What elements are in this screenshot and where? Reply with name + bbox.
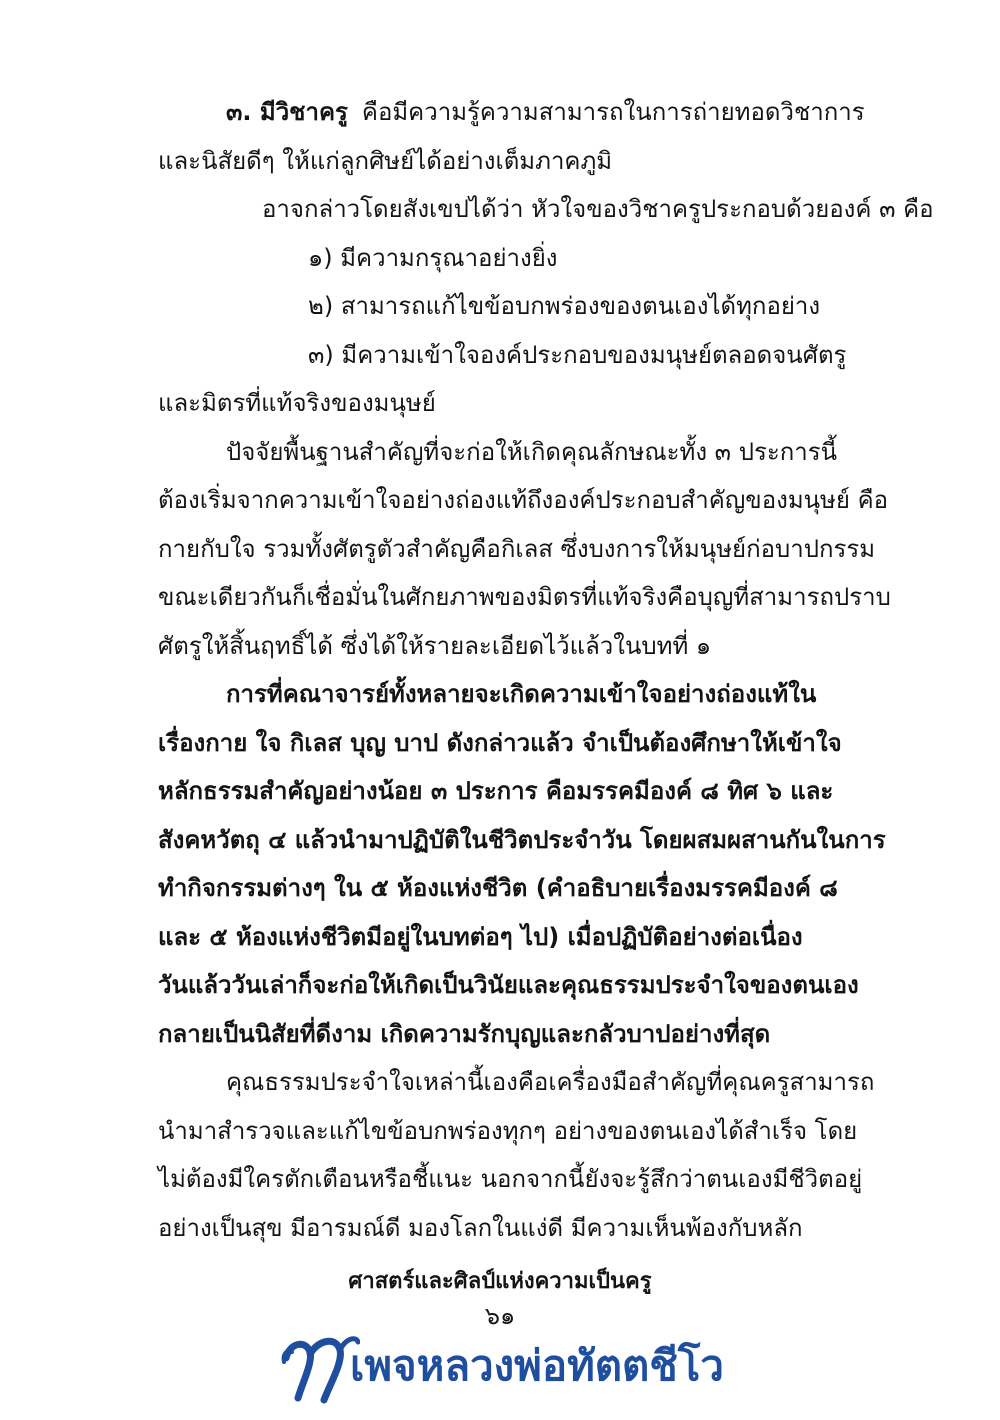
list-item: ๓) มีความเข้าใจองค์ประกอบของมนุษย์ตลอดจนศัตรู — [308, 340, 847, 369]
document-body — [158, 88, 934, 1252]
bold-text-line: ทำกิจกรรมต่างๆ ใน ๕ ห้องแห่งชีวิต (คำอธิบายเรื่องมรรคมีองค์ ๘ — [158, 874, 838, 902]
text-line: และนิสัยดีๆ ให้แก่ลูกศิษย์ได้อย่างเต็มภาคภูมิ — [158, 146, 613, 175]
calligraphic-n-logo-icon — [280, 1328, 360, 1408]
brand-text: เพจหลวงพ่อทัตตชีโว — [350, 1341, 724, 1390]
text-line: ไม่ต้องมีใครตักเตือนหรือชี้แนะ นอกจากนี้ยังจะรู้สึกว่าตนเองมีชีวิตอยู่ — [158, 1165, 863, 1193]
list-item: ๒) สามารถแก้ไขข้อบกพร่องของตนเองได้ทุกอย่าง — [308, 292, 821, 320]
text-line: และมิตรที่แท้จริงของมนุษย์ — [158, 389, 436, 417]
section-heading: ๓. มีวิชาครู — [226, 98, 348, 126]
heading-text: คือมีความรู้ความสามารถในการถ่ายทอดวิชาการ — [361, 98, 865, 126]
brand-logo — [280, 1328, 740, 1408]
page-number: ๖๑ — [484, 1302, 516, 1330]
text-line: ต้องเริ่มจากความเข้าใจอย่างถ่องแท้ถึงองค์ประกอบสำคัญของมนุษย์ คือ — [158, 486, 889, 514]
bold-text-line: หลักธรรมสำคัญอย่างน้อย ๓ ประการ คือมรรคมีองค์ ๘ ทิศ ๖ และ — [158, 777, 834, 805]
text-line: อย่างเป็นสุข มีอารมณ์ดี มองโลกในแง่ดี มีความเห็นพ้องกับหลัก — [158, 1213, 803, 1242]
text-line: อาจกล่าวโดยสังเขปได้ว่า หัวใจของวิชาครูประกอบด้วยองค์ ๓ คือ — [262, 195, 934, 223]
heading-line — [158, 88, 896, 137]
text-line: คุณธรรมประจำใจเหล่านี้เองคือเครื่องมือสำคัญที่คุณครูสามารถ — [226, 1068, 875, 1096]
text-line: ขณะเดียวกันก็เชื่อมั่นในศักยภาพของมิตรที่แท้จริงคือบุญที่สามารถปราบ — [158, 583, 891, 611]
text-line: ศัตรูให้สิ้นฤทธิ์ได้ ซึ่งได้ให้รายละเอียดไว้แล้วในบทที่ ๑ — [158, 631, 712, 660]
footer-book-title: ศาสตร์และศิลป์แห่งความเป็นครู — [348, 1269, 652, 1294]
bold-text-line: กลายเป็นนิสัยที่ดีงาม เกิดความรักบุญและกลัวบาปอย่างที่สุด — [158, 1019, 771, 1048]
bold-text-line: การที่คณาจารย์ทั้งหลายจะเกิดความเข้าใจอย่างถ่องแท้ใน — [226, 680, 817, 708]
bold-text-line: เรื่องกาย ใจ กิเลส บุญ บาป ดังกล่าวแล้ว จำเป็นต้องศึกษาให้เข้าใจ — [158, 728, 842, 757]
bold-text-line: วันแล้ววันเล่าก็จะก่อให้เกิดเป็นวินัยและคุณธรรมประจำใจของตนเอง — [158, 971, 859, 999]
text-line: นำมาสำรวจและแก้ไขข้อบกพร่องทุกๆ อย่างของตนเองได้สำเร็จ โดย — [158, 1116, 858, 1145]
text-line: กายกับใจ รวมทั้งศัตรูตัวสำคัญคือกิเลส ซึ่งบงการให้มนุษย์ก่อบาปกรรม — [158, 534, 876, 563]
text-line: ปัจจัยพื้นฐานสำคัญที่จะก่อให้เกิดคุณลักษณะทั้ง ๓ ประการนี้ — [226, 437, 838, 466]
bold-text-line: และ ๕ ห้องแห่งชีวิตมีอยู่ในบทต่อๆ ไป) เมื่อปฏิบัติอย่างต่อเนื่อง — [158, 922, 803, 951]
bold-text-line: สังคหวัตถุ ๔ แล้วนำมาปฏิบัติในชีวิตประจำวัน โดยผสมผสานกันในการ — [158, 825, 886, 854]
list-item: ๑) มีความกรุณาอย่างยิ่ง — [308, 243, 558, 272]
